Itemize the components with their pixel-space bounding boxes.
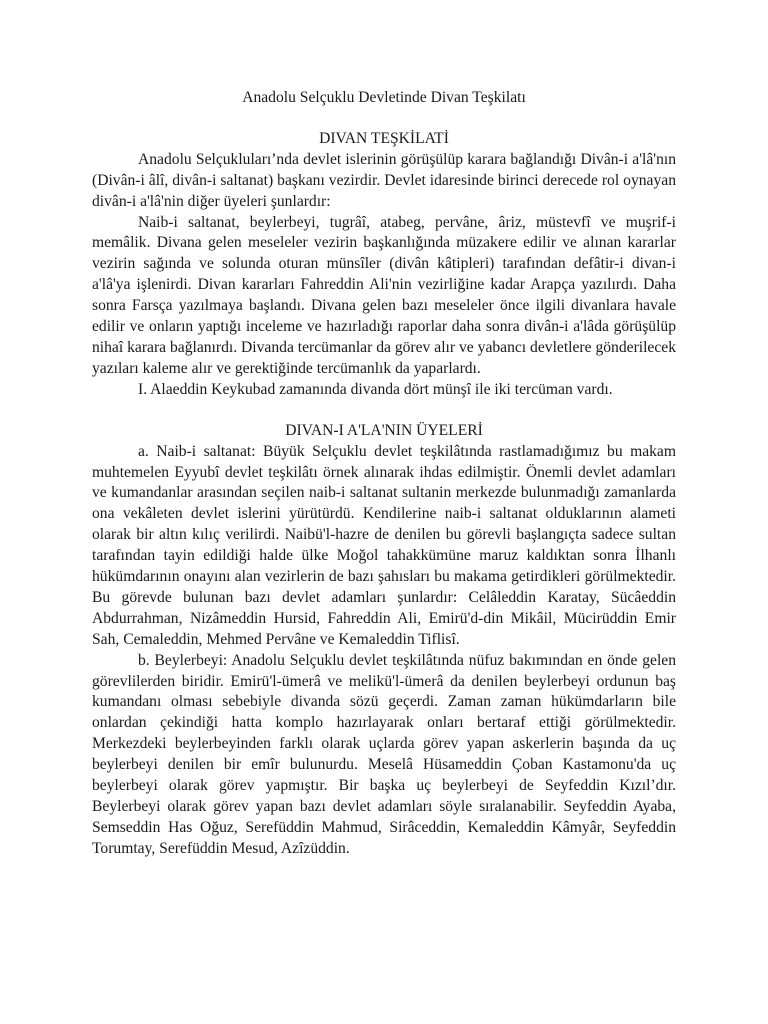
paragraph-naib-i-saltanat: a. Naib-i saltanat: Büyük Selçuklu devlet teşkilâtında rastlamadığımız bu makam muhtemelen Eyyubî devlet teşkilâtı örnek alınarak ihdas edilmiştir. Önemli devlet adamları ve kumandanlar arasından seçilen naib-i saltanat sultanin merkezde bulunmadığı zamanlarda ona vekâleten devlet islerini yürütürdü. Kendilerine naib-i saltanat olduklarının alameti olarak bir altın kılıç verilirdi. Naibü'l-hazre de denilen bu görevli başlangıçta sadece sultan tarafından tayin edildiği halde ülke Moğol tahakkümüne maruz kaldıktan sonra İlhanlı hükümdarının onayını alan vezirlerin de bazı şahısları bu makama getirdikleri görülmektedir. Bu görevde bulunan bazı devlet adamları şunlardır: Celâleddin Karatay, Sücâeddin Abdurrahman, Nizâmeddin Hursid, Fahreddin Ali, Emirü'd-din Mikâil, Mücirüddin Emir Sah, Cemaleddin, Mehmed Pervâne ve Kemaleddin Tiflisî. <box>92 442 676 648</box>
paragraph: Anadolu Selçukluları’nda devlet islerinin görüşülüp karara bağlandığı Divân-i a'lâ'nın (Divân-i âlî, divân-i saltanat) başkanı vezirdir. Devlet idaresinde birinci derecede rol oynayan divân-i a'lâ'nin diğer üyeleri şunlardır: <box>92 150 676 210</box>
paragraph: I. Alaeddin Keykubad zamanında divanda dört münşî ile iki tercüman vardı. <box>138 380 613 398</box>
document-page <box>92 88 676 860</box>
document-title: Anadolu Selçuklu Devletinde Divan Teşkilatı <box>242 89 526 106</box>
paragraph-beylerbeyi: b. Beylerbeyi: Anadolu Selçuklu devlet teşkilâtında nüfuz bakımından en önde gelen görevlilerden biridir. Emirü'l-ümerâ ve melikü'l-ümerâ da denilen beylerbeyi ordunun baş kumandanı olması sebebiyle divanda sözü geçerdi. Zaman zaman hükümdarların bile onlardan çekindiği hatta komplo hazırlayarak onları bertaraf ettiği görülmektedir. Merkezdeki beylerbeyinden farklı olarak uçlarda görev yapan askerlerin başında da uç beylerbeyi denilen bir emîr bulunurdu. Meselâ Hüsameddin Çoban Kastamonu'da uç beylerbeyi olarak görev yapmıştır. Bir başka uç beylerbeyi de Seyfeddin Kızıl’dır. Beylerbeyi olarak görev yapan bazı devlet adamları söyle sıralanabilir. Seyfeddin Ayaba, Semseddin Has Oğuz, Serefüddin Mahmud, Sirâceddin, Kemaleddin Kâmyâr, Seyfeddin Torumtay, Serefüddin Mesud, Azîzüddin. <box>92 651 676 857</box>
section-heading-divan-teskilati: DIVAN TEŞKİLATİ <box>319 129 449 147</box>
section-heading-divan-i-ala-uyeleri: DIVAN-I A'LA'NIN ÜYELERİ <box>285 421 483 439</box>
paragraph: Naib-i saltanat, beylerbeyi, tugrâî, atabeg, pervâne, âriz, müstevfî ve muşrif-i memâlik. Divana gelen meseleler vezirin başkanlığında müzakere edilir ve alınan kararlar vezirin sağında ve solunda oturan münsîler (divân kâtipleri) tarafından defâtir-i divan-i a'lâ'ya işlenirdi. Divan kararları Fahreddin Ali'nin vezirliğine kadar Arapça yazılırdı. Daha sonra Farsça yazılmaya başlandı. Divana gelen bazı meseleler önce ilgili divanlara havale edilir ve onların yaptığı inceleme ve hazırladığı raporlar daha sonra divân-i a'lâda görüşülüp nihaî karara bağlanırdı. Divanda tercümanlar da görev alır ve yabancı devletlere gönderilecek yazıları kaleme alır ve gerektiğinde tercümanlık da yaparlardı. <box>92 213 676 377</box>
